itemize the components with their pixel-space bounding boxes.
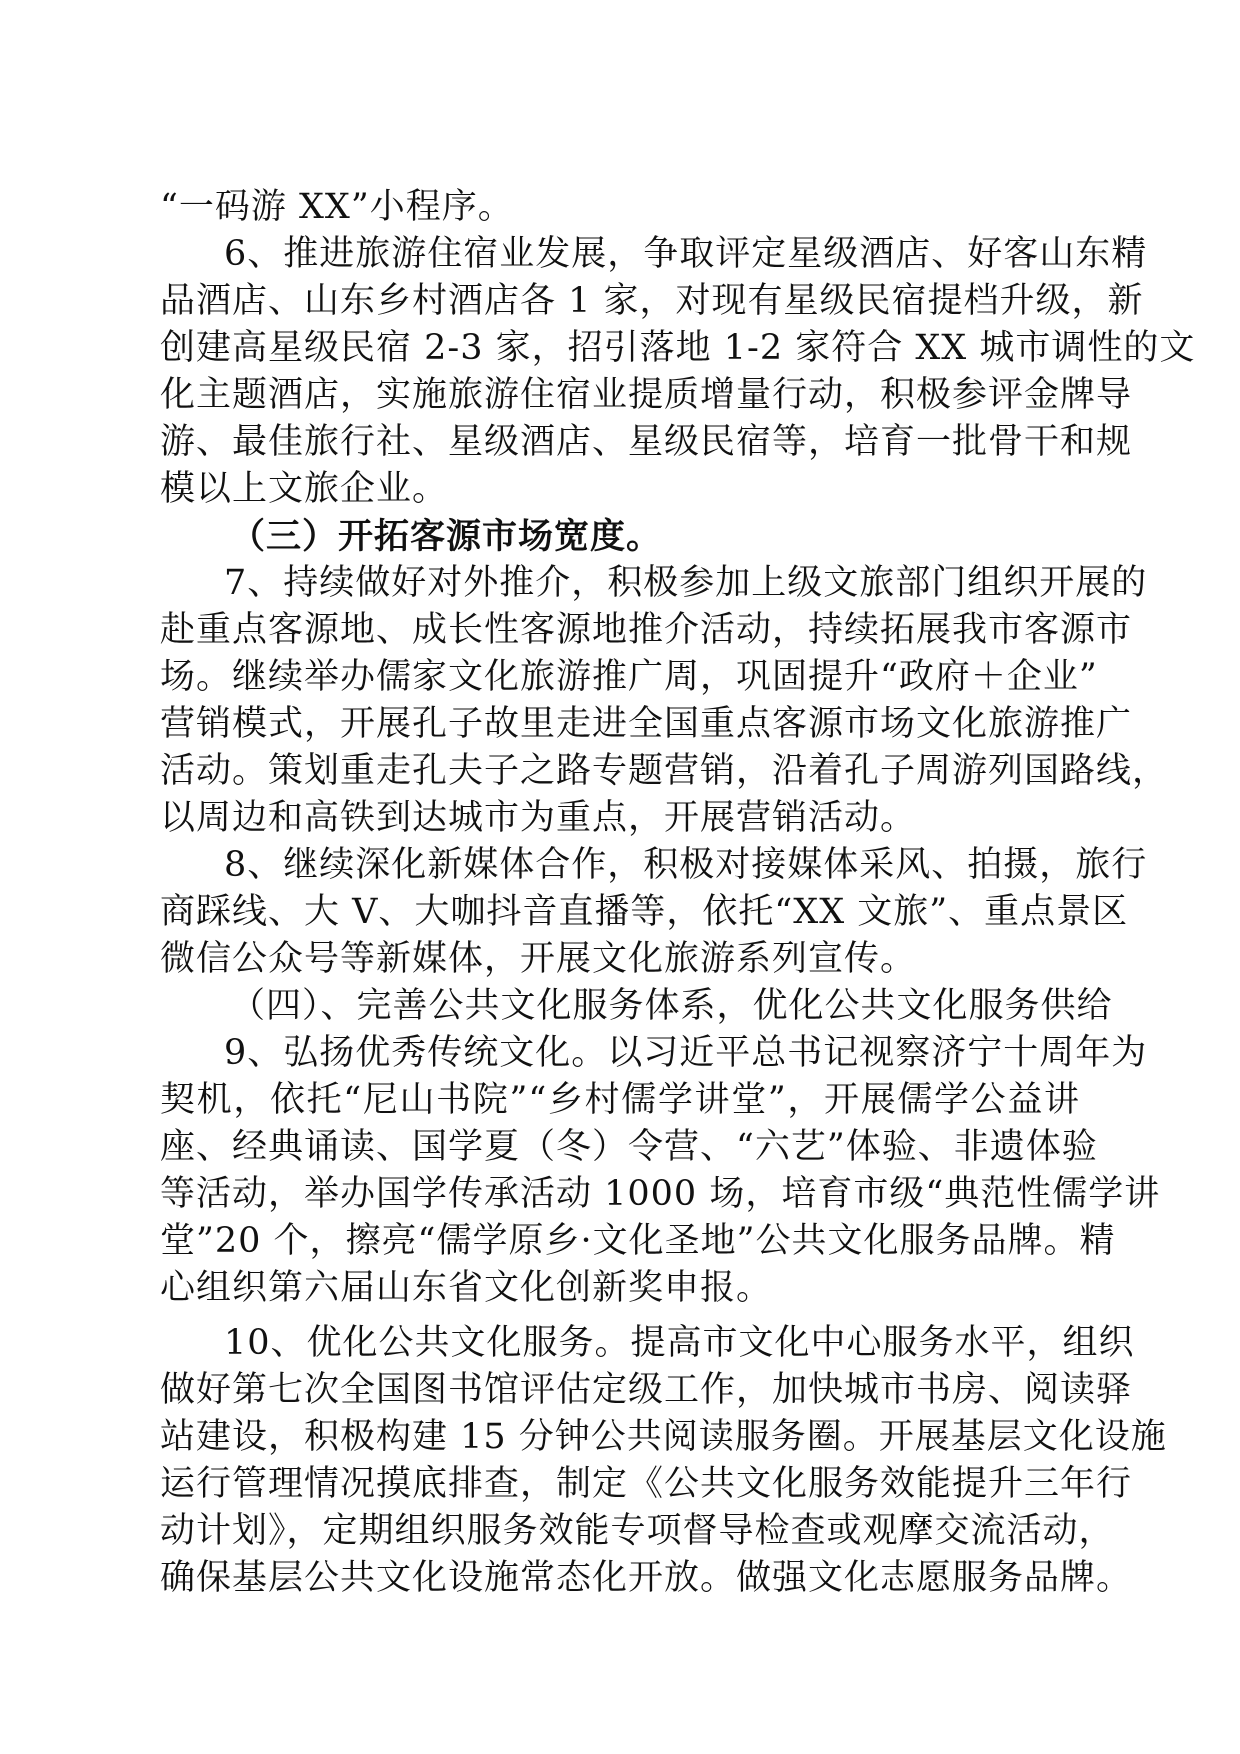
text-line: 动计划》，定期组织服务效能专项督导检查或观摩交流活动， — [160, 1511, 1115, 1551]
text-line: 堂”20 个，擦亮“儒学原乡·文化圣地”公共文化服务品牌。精 — [160, 1221, 1116, 1261]
text-line: 座、经典诵读、国学夏（冬）令营、“六艺”体验、非遗体验 — [160, 1127, 1098, 1167]
text-line: 场。继续举办儒家文化旅游推广周，巩固提升“政府＋企业” — [160, 657, 1098, 697]
paragraph-item-6: 6、推进旅游住宿业发展，争取评定星级酒店、好客山东精 — [224, 234, 1148, 274]
paragraph-item-7: 7、持续做好对外推介，积极参加上级文旅部门组织开展的 — [224, 563, 1148, 603]
section-heading-3: （三）开拓客源市场宽度。 — [230, 516, 663, 557]
paragraph-item-9: 9、弘扬优秀传统文化。以习近平总书记视察济宁十周年为 — [224, 1033, 1148, 1073]
text-line: 商踩线、大 V、大咖抖音直播等，依托“XX 文旅”、重点景区 — [160, 892, 1129, 932]
paragraph-spacer — [160, 1312, 1080, 1320]
text-line: 站建设，积极构建 15 分钟公共阅读服务圈。开展基层文化设施 — [160, 1417, 1167, 1457]
document-page — [160, 184, 1196, 1602]
text-line: 确保基层公共文化设施常态化开放。做强文化志愿服务品牌。 — [160, 1558, 1133, 1598]
section-heading-4: （四）、完善公共文化服务体系，优化公共文化服务供给 — [230, 986, 1113, 1026]
text-line: 做好第七次全国图书馆评估定级工作，加快城市书房、阅读驿 — [160, 1370, 1133, 1410]
text-line: 品酒店、山东乡村酒店各 1 家，对现有星级民宿提档升级，新 — [160, 281, 1144, 321]
text-line: 心组织第六届山东省文化创新奖申报。 — [160, 1268, 773, 1308]
text-line: 化主题酒店，实施旅游住宿业提质增量行动，积极参评金牌导 — [160, 375, 1133, 415]
text-line: 微信公众号等新媒体，开展文化旅游系列宣传。 — [160, 939, 917, 979]
paragraph-item-10: 10、优化公共文化服务。提高市文化中心服务水平，组织 — [224, 1323, 1135, 1363]
text-line: 创建高星级民宿 2-3 家，招引落地 1-2 家符合 XX 城市调性的文 — [160, 328, 1196, 368]
text-line: “一码游 XX”小程序。 — [160, 187, 514, 227]
text-line: 赴重点客源地、成长性客源地推介活动，持续拓展我市客源市 — [160, 610, 1133, 650]
text-line: 活动。策划重走孔夫子之路专题营销，沿着孔子周游列国路线， — [160, 751, 1169, 791]
text-line: 以周边和高铁到达城市为重点，开展营销活动。 — [160, 798, 917, 838]
text-line: 营销模式，开展孔子故里走进全国重点客源市场文化旅游推广 — [160, 704, 1133, 744]
paragraph-item-8: 8、继续深化新媒体合作，积极对接媒体采风、拍摄，旅行 — [224, 845, 1148, 885]
text-line: 游、最佳旅行社、星级酒店、星级民宿等，培育一批骨干和规 — [160, 422, 1133, 462]
text-line: 契机，依托“尼山书院”“乡村儒学讲堂”，开展儒学公益讲 — [160, 1080, 1080, 1120]
text-line: 等活动，举办国学传承活动 1000 场，培育市级“典范性儒学讲 — [160, 1174, 1161, 1214]
text-line: 模以上文旅企业。 — [160, 469, 449, 509]
text-line: 运行管理情况摸底排查，制定《公共文化服务效能提升三年行 — [160, 1464, 1133, 1504]
